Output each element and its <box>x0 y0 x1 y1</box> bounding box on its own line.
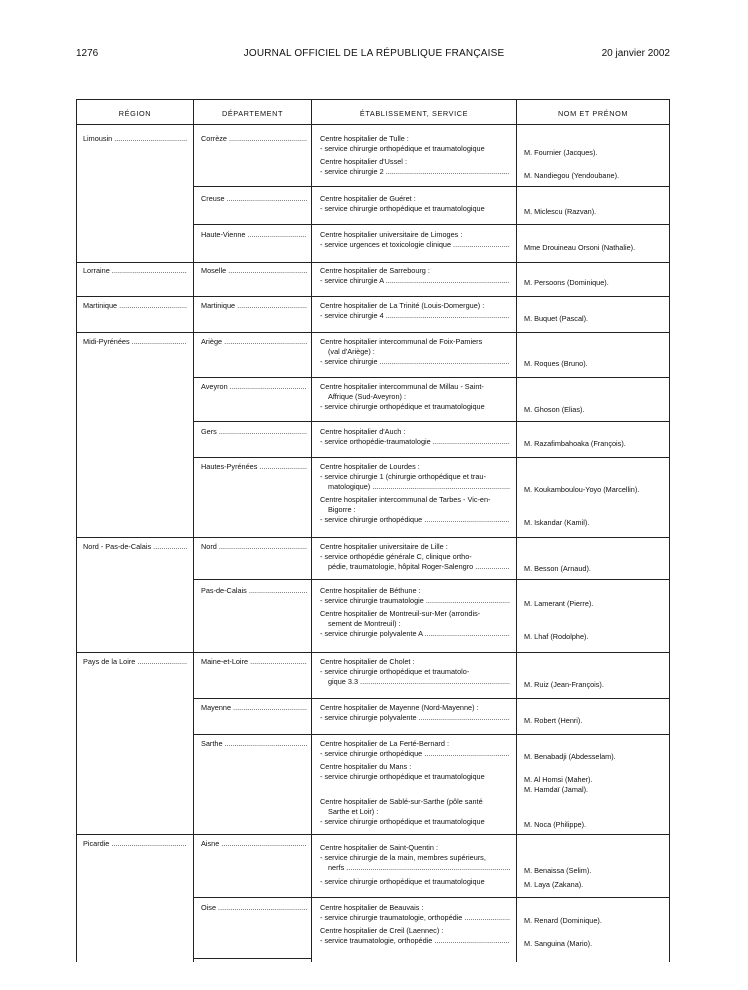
etablissement-line: Sarthe et Loir) : <box>328 807 379 816</box>
column-divider <box>193 100 194 962</box>
etablissement-line: Centre hospitalier de Tulle : <box>320 134 409 143</box>
row-rule <box>77 262 669 263</box>
etablissement-line: Centre hospitalier de La Trinité (Louis-Domergue) : <box>320 301 485 310</box>
etablissement-line: Centre hospitalier de Lourdes : <box>320 462 420 471</box>
departement-cell: Corrèze ..... <box>201 134 307 144</box>
nom-cell: M. Fournier (Jacques). <box>524 148 598 157</box>
nom-cell: M. Ruiz (Jean-François). <box>524 680 604 689</box>
etablissement-line: pédie, traumatologie, hôpital Roger-Salengro ..... <box>328 562 510 572</box>
region-cell: Midi-Pyrénées ..... <box>83 337 187 347</box>
nom-cell: Mme Drouineau Orsoni (Nathalie). <box>524 243 636 252</box>
nom-cell: M. Iskandar (Kamil). <box>524 518 590 527</box>
etablissement-line: - service chirurgie orthopédique et traumatolo- <box>320 667 470 676</box>
etablissement-line: Centre hospitalier de Béthune : <box>320 586 421 595</box>
journal-title: JOURNAL OFFICIEL DE LA RÉPUBLIQUE FRANÇAISE <box>243 48 505 59</box>
etablissement-line: - service chirurgie polyvalente ..... <box>320 713 510 723</box>
etablissement-line: - service traumatologie, orthopédie ..... <box>320 936 510 946</box>
etablissement-line: Centre hospitalier de Montreuil-sur-Mer (arrondis- <box>320 609 481 618</box>
departement-cell: Aveyron ..... <box>201 382 307 392</box>
etablissement-line: Centre hospitalier de Creil (Laennec) : <box>320 926 444 935</box>
table <box>76 99 670 962</box>
etablissement-line: Bigorre : <box>328 505 356 514</box>
etablissement-line: (val d'Ariège) : <box>328 347 375 356</box>
etablissement-line: - service chirurgie orthopédique et traumatologique <box>320 204 485 213</box>
nom-cell: M. Nandiegou (Yendoubane). <box>524 171 620 180</box>
etablissement-line: - service urgences et toxicologie clinique ..... <box>320 240 510 250</box>
nom-cell: M. Renard (Dominique). <box>524 916 602 925</box>
nom-cell: M. Sanguina (Mario). <box>524 939 593 948</box>
row-rule <box>194 421 669 422</box>
nom-cell: M. Razafimbahoaka (François). <box>524 439 626 448</box>
publication-date: 20 janvier 2002 <box>601 48 670 59</box>
nom-cell: M. Lhaf (Rodolphe). <box>524 632 589 641</box>
nom-cell: M. Benaissa (Selim). <box>524 866 592 875</box>
departement-cell: Nord ..... <box>201 542 307 552</box>
row-rule <box>194 186 669 187</box>
departement-cell: Sarthe ..... <box>201 739 307 749</box>
etablissement-line: Centre hospitalier de Mayenne (Nord-Mayenne) : <box>320 703 479 712</box>
etablissement-line: Centre hospitalier d'Auch : <box>320 427 406 436</box>
region-cell: Picardie ..... <box>83 839 187 849</box>
nom-cell: M. Al Homsi (Maher). <box>524 775 593 784</box>
row-rule <box>194 958 311 959</box>
departement-cell: Ariège ..... <box>201 337 307 347</box>
row-rule <box>194 457 669 458</box>
etablissement-line: - service chirurgie 2 ..... <box>320 167 510 177</box>
etablissement-line: - service chirurgie A ..... <box>320 276 510 286</box>
etablissement-line: - service chirurgie orthopédique ..... <box>320 749 510 759</box>
departement-cell: Oise ..... <box>201 903 307 913</box>
etablissement-line: Centre hospitalier de La Ferté-Bernard : <box>320 739 449 748</box>
etablissement-line: Centre hospitalier intercommunal de Tarbes - Vic-en- <box>320 495 491 504</box>
row-rule <box>77 537 669 538</box>
etablissement-line: Centre hospitalier de Sarrebourg : <box>320 266 430 275</box>
departement-cell: Martinique ..... <box>201 301 307 311</box>
etablissement-line: Affrique (Sud-Aveyron) : <box>328 392 407 401</box>
etablissement-line: Centre hospitalier universitaire de Limoges : <box>320 230 463 239</box>
etablissement-line: - service chirurgie orthopédique et traumatologique <box>320 877 485 886</box>
row-rule <box>194 698 669 699</box>
departement-cell: Mayenne ..... <box>201 703 307 713</box>
etablissement-line: - service chirurgie orthopédique et traumatologique <box>320 144 485 153</box>
etablissement-line: - service chirurgie polyvalente A ..... <box>320 629 510 639</box>
col-header-departement: DÉPARTEMENT <box>221 109 284 118</box>
nom-cell: M. Lamerant (Pierre). <box>524 599 594 608</box>
departement-cell: Gers ..... <box>201 427 307 437</box>
etablissement-line: Centre hospitalier de Guéret : <box>320 194 416 203</box>
etablissement-line: matologique) ..... <box>328 482 510 492</box>
nom-cell: M. Besson (Arnaud). <box>524 564 591 573</box>
departement-cell: Moselle ..... <box>201 266 307 276</box>
etablissement-line: - service chirurgie 1 (chirurgie orthopédique et trau- <box>320 472 486 481</box>
etablissement-line: Centre hospitalier de Cholet : <box>320 657 415 666</box>
nom-cell: M. Benabadji (Abdesselam). <box>524 752 616 761</box>
nom-cell: M. Ghoson (Elias). <box>524 405 585 414</box>
row-rule <box>77 652 669 653</box>
region-cell: Lorraine ..... <box>83 266 187 276</box>
etablissement-line: - service chirurgie 4 ..... <box>320 311 510 321</box>
column-divider <box>516 100 517 962</box>
nom-cell: M. Hamdaï (Jamal). <box>524 785 589 794</box>
etablissement-line: - service orthopédie-traumatologie ..... <box>320 437 510 447</box>
col-header-region: RÉGION <box>118 109 152 118</box>
page-number: 1276 <box>76 48 99 59</box>
row-rule <box>194 579 669 580</box>
header-rule <box>77 124 669 125</box>
nom-cell: M. Robert (Henri). <box>524 716 583 725</box>
col-header-etablissement: ÉTABLISSEMENT, SERVICE <box>359 109 469 118</box>
etablissement-line: gique 3.3 ..... <box>328 677 510 687</box>
nom-cell: M. Noca (Philippe). <box>524 820 587 829</box>
etablissement-line: - service chirurgie orthopédique et traumatologique <box>320 817 485 826</box>
nom-cell: M. Roques (Bruno). <box>524 359 588 368</box>
etablissement-line: Centre hospitalier du Mans : <box>320 762 412 771</box>
etablissement-line: Centre hospitalier universitaire de Lille : <box>320 542 448 551</box>
row-rule <box>77 834 669 835</box>
row-rule <box>194 897 669 898</box>
departement-cell: Pas-de-Calais ..... <box>201 586 307 596</box>
departement-cell: Aisne ..... <box>201 839 307 849</box>
departement-cell: Haute-Vienne ..... <box>201 230 307 240</box>
departement-cell: Hautes-Pyrénées ..... <box>201 462 307 472</box>
col-header-nom: NOM ET PRÉNOM <box>557 109 629 118</box>
etablissement-line: - service chirurgie traumatologie, orthopédie ..... <box>320 913 510 923</box>
row-rule <box>194 377 669 378</box>
region-cell: Martinique ..... <box>83 301 187 311</box>
etablissement-line: nerfs ..... <box>328 863 510 873</box>
etablissement-line: Centre hospitalier intercommunal de Foix-Pamiers <box>320 337 483 346</box>
etablissement-line: Centre hospitalier de Sablé-sur-Sarthe (pôle santé <box>320 797 483 806</box>
nom-cell: M. Miclescu (Razvan). <box>524 207 597 216</box>
departement-cell: Maine-et-Loire ..... <box>201 657 307 667</box>
etablissement-line: - service chirurgie traumatologie ..... <box>320 596 510 606</box>
nom-cell: M. Laya (Zakana). <box>524 880 584 889</box>
nom-cell: M. Koukamboulou-Yoyo (Marcellin). <box>524 485 640 494</box>
etablissement-line: sement de Montreuil) : <box>328 619 401 628</box>
nom-cell: M. Persoons (Dominique). <box>524 278 609 287</box>
etablissement-line: - service chirurgie de la main, membres supérieurs, <box>320 853 486 862</box>
nom-cell: M. Buquet (Pascal). <box>524 314 589 323</box>
row-rule <box>77 296 669 297</box>
etablissement-line: Centre hospitalier d'Ussel : <box>320 157 407 166</box>
etablissement-line: - service chirurgie orthopédique ..... <box>320 515 510 525</box>
row-rule <box>77 332 669 333</box>
region-cell: Limousin ..... <box>83 134 187 144</box>
etablissement-line: - service chirurgie ..... <box>320 357 510 367</box>
etablissement-line: Centre hospitalier de Saint-Quentin : <box>320 843 439 852</box>
row-rule <box>194 734 669 735</box>
row-rule <box>194 224 669 225</box>
etablissement-line: - service chirurgie orthopédique et traumatologique <box>320 772 485 781</box>
column-divider <box>311 100 312 962</box>
etablissement-line: Centre hospitalier de Beauvais : <box>320 903 424 912</box>
etablissement-line: - service orthopédie générale C, clinique ortho- <box>320 552 472 561</box>
departement-cell: Creuse ..... <box>201 194 307 204</box>
etablissement-line: - service chirurgie orthopédique et traumatologique <box>320 402 485 411</box>
region-cell: Pays de la Loire ..... <box>83 657 187 667</box>
etablissement-line: Centre hospitalier intercommunal de Millau - Saint- <box>320 382 484 391</box>
region-cell: Nord - Pas-de-Calais ..... <box>83 542 187 552</box>
